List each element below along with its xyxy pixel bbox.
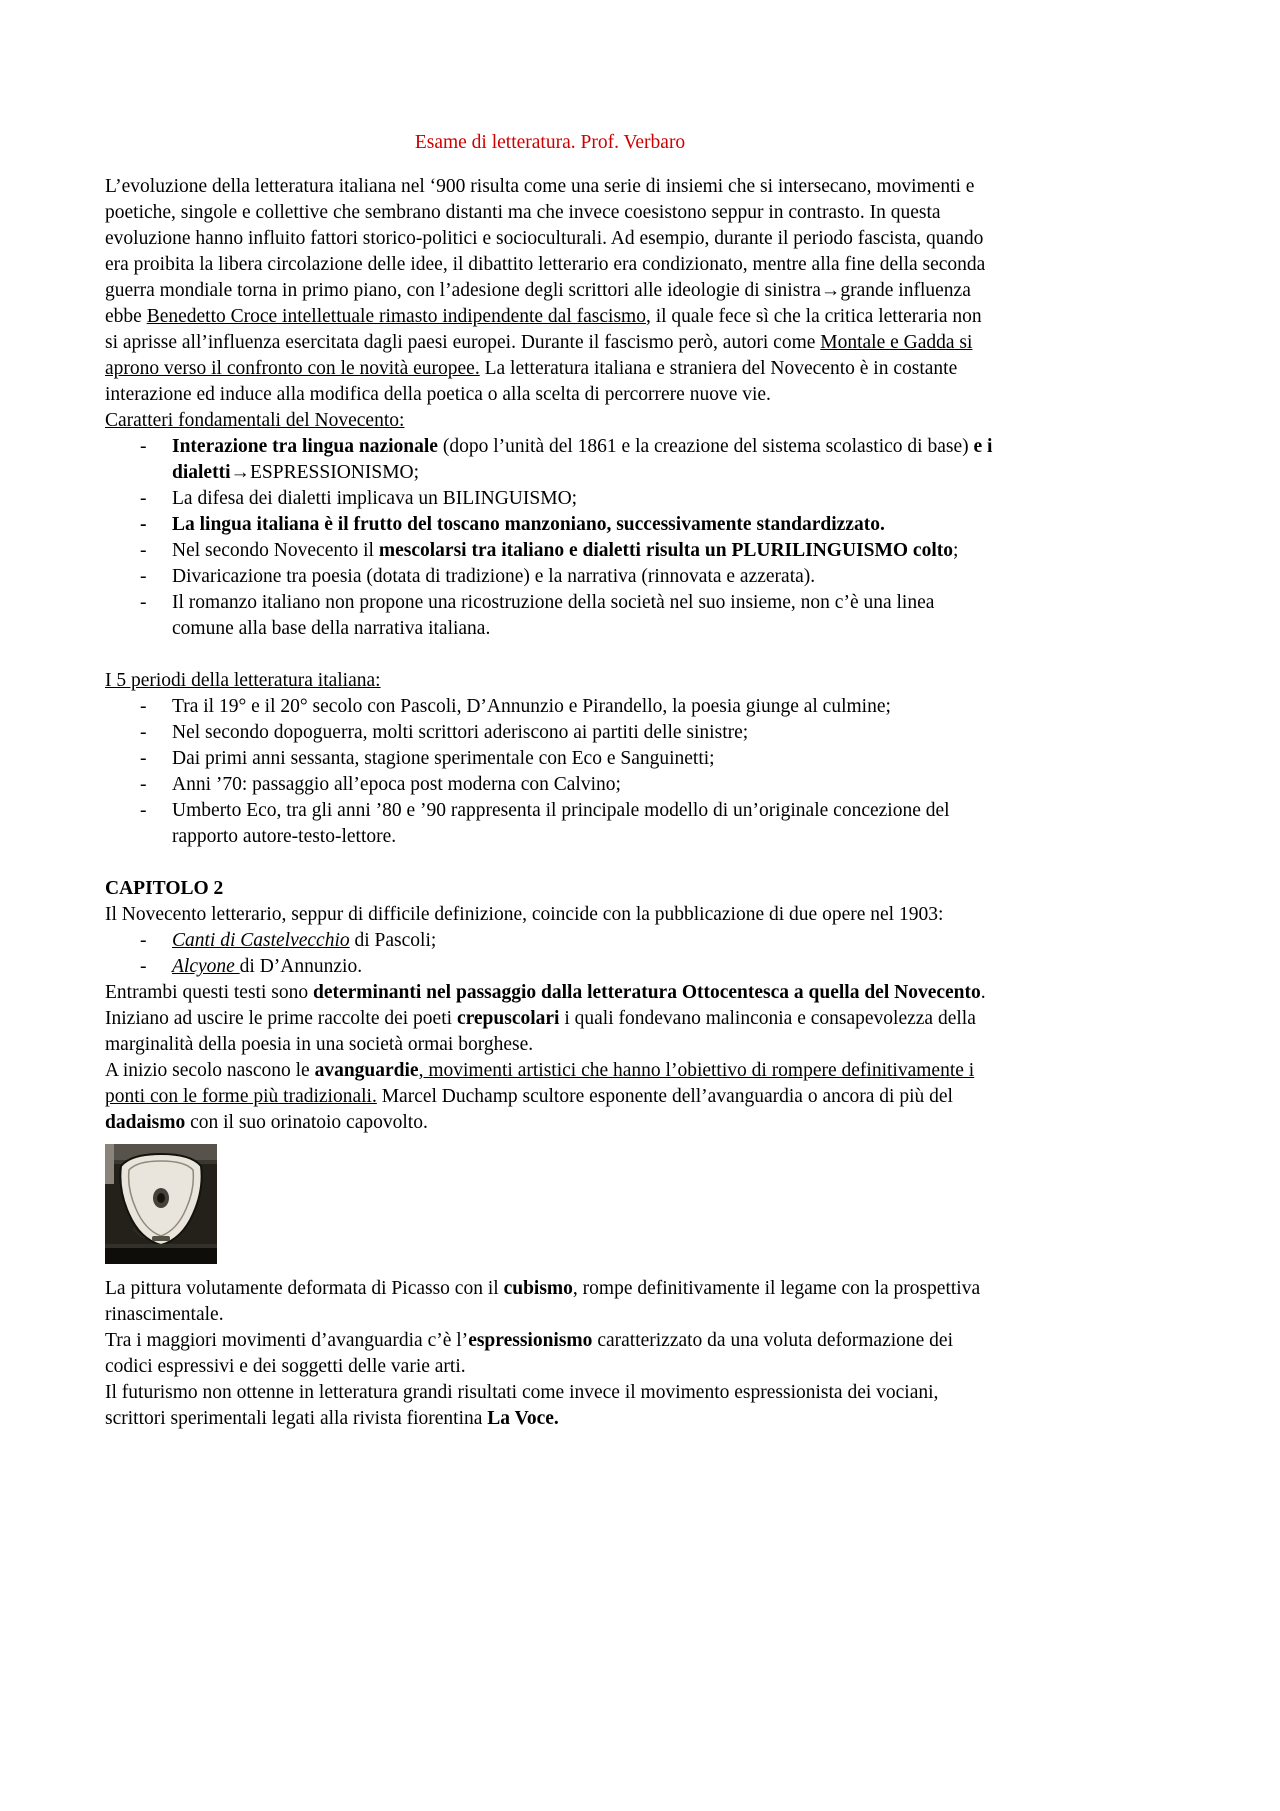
text-run: espressionismo — [468, 1330, 593, 1351]
list-item — [140, 486, 995, 512]
entrambi-testi-paragraph — [105, 980, 995, 1006]
text-run: di D’Annunzio. — [239, 956, 363, 977]
list-item — [140, 954, 995, 980]
text-run: dadaismo — [105, 1112, 186, 1133]
dash-bullet: - — [140, 436, 147, 457]
text-run: ; — [953, 540, 959, 561]
heading-caratteri-fondamentali — [105, 408, 995, 434]
document-title: Esame di letteratura. Prof. Verbaro — [414, 132, 686, 153]
text-run: Caratteri fondamentali del Novecento: — [105, 410, 405, 431]
dash-bullet: - — [140, 592, 147, 613]
list-item — [140, 746, 995, 772]
list-item — [140, 538, 995, 564]
futurismo-paragraph — [105, 1380, 995, 1432]
text-run: e i dialetti — [172, 436, 993, 483]
text-run: mescolarsi tra italiano e dialetti risulta un PLURILINGUISMO colto — [378, 540, 953, 561]
text-run: Il Novecento letterario, seppur di difficile definizione, coincide con la pubblicazione di due opere nel 1903: — [105, 904, 944, 925]
cubismo-paragraph — [105, 1276, 995, 1328]
dash-bullet: - — [140, 540, 147, 561]
capitolo2-intro-paragraph — [105, 902, 995, 928]
duchamp-fountain-photo — [105, 1144, 217, 1264]
text-run: Iniziano ad uscire le prime raccolte dei poeti — [105, 1008, 457, 1029]
opere-1903-list — [105, 928, 995, 980]
list-item — [140, 928, 995, 954]
text-run: , rompe definitivamente il legame con la prospettiva rinascimentale. — [105, 1278, 981, 1325]
dash-bullet: - — [140, 800, 147, 821]
list-item — [140, 590, 995, 642]
blank-line — [105, 642, 995, 668]
text-run: crepuscolari — [456, 1008, 560, 1029]
text-run: Dai primi anni sessanta, stagione sperimentale con Eco e Sanguinetti; — [172, 748, 715, 769]
text-run: (dopo l’unità del 1861 e la creazione del sistema scolastico di base) — [437, 436, 974, 457]
list-item — [140, 798, 995, 850]
text-run: cubismo — [503, 1278, 573, 1299]
crepuscolari-paragraph — [105, 1006, 995, 1058]
text-run: , il quale fece sì che la critica letteraria non si aprisse all’influenza esercitata dagli paesi europei. Durante il fascismo però, autori come — [105, 306, 982, 353]
text-run: , movimenti artistici che hanno l’obiettivo di rompere definitivamente i ponti con le forme più tradizionali. — [105, 1060, 975, 1107]
text-run: Divaricazione tra poesia (dotata di tradizione) e la narrativa (rinnovata e azzerata). — [172, 566, 816, 587]
text-run: di Pascoli; — [349, 930, 437, 951]
dash-bullet: - — [140, 514, 147, 535]
text-run: con il suo orinatoio capovolto. — [185, 1112, 428, 1133]
text-run: avanguardie — [314, 1060, 419, 1081]
list-item — [140, 512, 995, 538]
dash-bullet: - — [140, 566, 147, 587]
text-run: L’evoluzione della letteratura italiana nel ‘900 risulta come una serie di insiemi che si intersecano, movimenti e poetiche, singole e collettive che sembrano distanti ma che invece coesistono seppur in contrasto. In questa evoluzione hanno influito fattori storico-politici e socioculturali. Ad esempio, durante il periodo fascista, quando era proibita la libera circolazione delle idee, il dibattito letterario era condizionato, mentre alla fine della seconda guerra mondiale torna in primo piano, con l’adesione degli scrittori alle ideologie di sinistra→grande influenza ebbe — [105, 176, 986, 327]
list-item — [140, 434, 995, 486]
list-item — [140, 772, 995, 798]
text-run: Canti di Castelvecchio — [172, 930, 350, 951]
list-item — [140, 564, 995, 590]
duchamp-fountain-image — [105, 1144, 995, 1264]
heading-5-periodi — [105, 668, 995, 694]
text-run: Tra i maggiori movimenti d’avanguardia c’è l’ — [105, 1330, 469, 1351]
dash-bullet: - — [140, 722, 147, 743]
text-run: La letteratura italiana e straniera del Novecento è in costante interazione ed induce alla modifica della poetica o alla scelta di percorrere nuove vie. — [105, 358, 958, 405]
text-run: Interazione tra lingua nazionale — [172, 436, 438, 457]
text-run: La difesa dei dialetti implicava un BILINGUISMO; — [172, 488, 578, 509]
text-run: caratterizzato da una voluta deformazione dei codici espressivi e dei soggetti delle varie arti. — [105, 1330, 953, 1377]
text-run: Alcyone — [172, 956, 240, 977]
periodi-list — [105, 694, 995, 850]
text-run: La pittura volutamente deformata di Picasso con il — [105, 1278, 504, 1299]
dash-bullet: - — [140, 696, 147, 717]
text-run: La lingua italiana è il frutto del toscano manzoniano, successivamente standardizzato. — [172, 514, 885, 535]
text-run: Tra il 19° e il 20° secolo con Pascoli, D’Annunzio e Pirandello, la poesia giunge al culmine; — [172, 696, 891, 717]
text-run: Marcel Duchamp scultore esponente dell’avanguardia o ancora di più del — [376, 1086, 953, 1107]
pedestal-shape — [105, 1248, 217, 1264]
document-content — [105, 174, 995, 1432]
blank-line — [105, 850, 995, 876]
dash-bullet: - — [140, 748, 147, 769]
text-run: Montale e Gadda si aprono verso il confronto con le novità europee. — [105, 332, 973, 379]
text-run: Umberto Eco, tra gli anni ’80 e ’90 rappresenta il principale modello di un’originale concezione del rapporto autore-testo-lettore. — [172, 800, 950, 847]
text-run: Benedetto Croce intellettuale rimasto indipendente dal fascismo — [146, 306, 646, 327]
dash-bullet: - — [140, 956, 147, 977]
text-run: Il futurismo non ottenne in letteratura grandi risultati come invece il movimento espressionista dei vociani, scrittori sperimentali legati alla rivista fiorentina — [105, 1382, 939, 1429]
text-run: . — [980, 982, 986, 1003]
text-run: →ESPRESSIONISMO; — [230, 462, 420, 483]
dash-bullet: - — [140, 488, 147, 509]
dash-bullet: - — [140, 774, 147, 795]
text-run: I 5 periodi della letteratura italiana: — [105, 670, 381, 691]
text-run: determinanti nel passaggio dalla letteratura Ottocentesca a quella del Novecento — [312, 982, 981, 1003]
list-item — [140, 694, 995, 720]
text-run: Il romanzo italiano non propone una ricostruzione della società nel suo insieme, non c’è una linea comune alla base della narrativa italiana. — [172, 592, 935, 639]
espressionismo-paragraph — [105, 1328, 995, 1380]
avanguardie-paragraph — [105, 1058, 995, 1136]
text-run: Entrambi questi testi sono — [105, 982, 313, 1003]
text-run: Nel secondo dopoguerra, molti scrittori aderiscono ai partiti delle sinistre; — [172, 722, 749, 743]
text-run: La Voce. — [487, 1408, 559, 1429]
text-run: A inizio secolo nascono le — [105, 1060, 315, 1081]
intro-paragraph — [105, 174, 995, 408]
text-run: CAPITOLO 2 — [105, 878, 224, 899]
text-run: i quali fondevano malinconia e consapevolezza della marginalità della poesia in una società ormai borghese. — [105, 1008, 976, 1055]
dash-bullet: - — [140, 930, 147, 951]
caratteri-list — [105, 434, 995, 642]
text-run: Nel secondo Novecento il — [172, 540, 379, 561]
list-item — [140, 720, 995, 746]
text-run: Anni ’70: passaggio all’epoca post moderna con Calvino; — [172, 774, 621, 795]
heading-capitolo-2 — [105, 876, 995, 902]
